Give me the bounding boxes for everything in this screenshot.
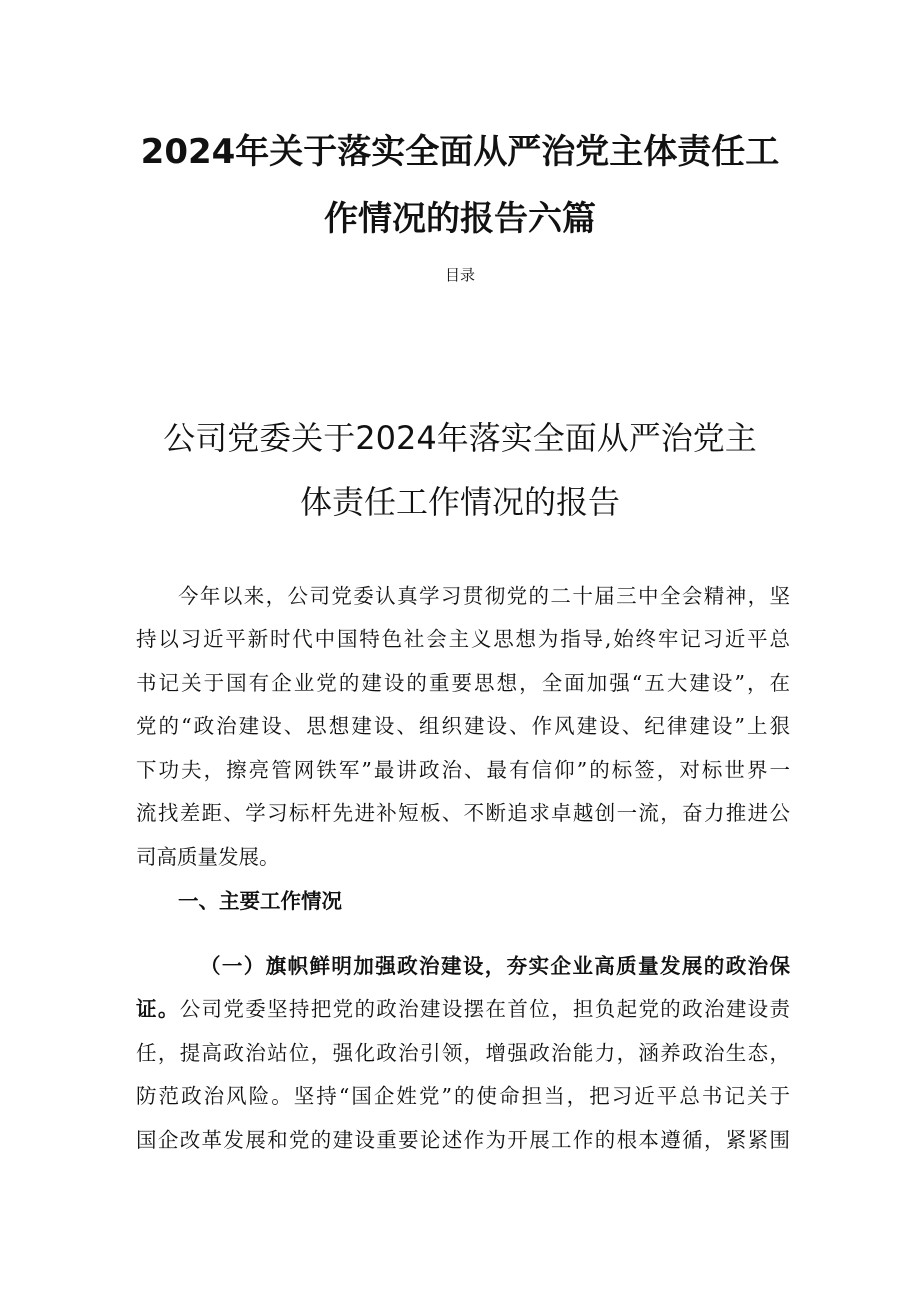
report-title-line-1: 公司党委关于2024年落实全面从严治党主 — [163, 419, 757, 457]
paragraph-1-line-3: 书记关于国有企业党的建设的重要思想，全面加强“五大建设”，在 — [136, 671, 790, 695]
subsection-1-line-3: 任，提高政治站位，强化政治引领，增强政治能力，涵养政治生态， — [136, 1041, 790, 1065]
report-title-line-2: 体责任工作情况的报告 — [299, 483, 620, 521]
document-title-line-2: 作情况的报告六篇 — [324, 199, 596, 239]
subsection-1-line-5: 国企改革发展和党的建设重要论述作为开展工作的根本遵循，紧紧围 — [136, 1128, 790, 1152]
paragraph-1-line-7: 司高质量发展。 — [136, 845, 280, 869]
paragraph-1-line-2: 持以习近平新时代中国特色社会主义思想为指导,始终牢记习近平总 — [136, 627, 790, 651]
section-1-heading: 一、主要工作情况 — [178, 889, 342, 913]
subsection-1-line-4: 防范政治风险。坚持“国企姓党”的使命担当，把习近平总书记关于 — [136, 1084, 790, 1108]
paragraph-1-line-6: 流找差距、学习标杆先进补短板、不断追求卓越创一流，奋力推进公 — [136, 801, 790, 825]
document-title-line-1: 2024年关于落实全面从严治党主体责任工 — [140, 132, 780, 172]
paragraph-1-line-1: 今年以来，公司党委认真学习贯彻党的二十届三中全会精神，坚 — [178, 584, 790, 608]
paragraph-1-line-5: 下功夫，擦亮管网铁军”最讲政治、最有信仰”的标签，对标世界一 — [136, 758, 790, 782]
subsection-1-heading: （一）旗帜鲜明加强政治建设，夯实企业高质量发展的政治保 — [200, 954, 790, 978]
table-of-contents-label: 目录 — [444, 266, 475, 284]
paragraph-1-line-4: 党的“政治建设、思想建设、组织建设、作风建设、纪律建设”上狠 — [136, 714, 790, 738]
subsection-1-line-2-text: 公司党委坚持把党的政治建设摆在首位，担负起党的政治建设责 — [179, 997, 790, 1021]
subsection-1-line-2 — [136, 995, 790, 1023]
subsection-1-heading-end: 证。 — [136, 997, 180, 1021]
